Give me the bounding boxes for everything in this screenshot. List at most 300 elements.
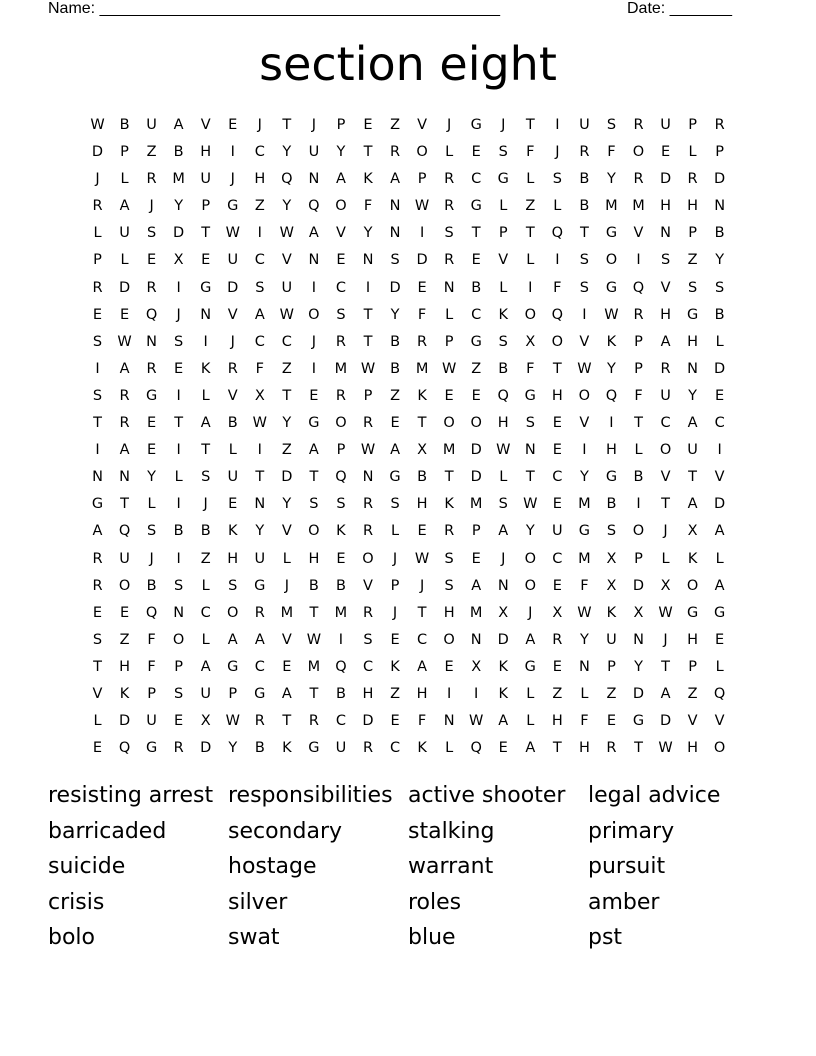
grid-letter[interactable]: S bbox=[579, 252, 589, 269]
grid-letter[interactable]: P bbox=[688, 225, 697, 242]
grid-letter[interactable]: T bbox=[309, 469, 319, 486]
grid-letter[interactable]: N bbox=[578, 658, 590, 675]
grid-letter[interactable]: L bbox=[526, 171, 535, 188]
grid-letter[interactable]: B bbox=[335, 685, 346, 702]
name-field[interactable]: Name: _____________________________________________ bbox=[48, 0, 500, 17]
grid-letter[interactable]: E bbox=[336, 550, 346, 567]
grid-letter[interactable]: P bbox=[336, 117, 346, 133]
grid-letter[interactable]: P bbox=[228, 685, 238, 702]
grid-letter[interactable]: N bbox=[389, 198, 401, 215]
grid-letter[interactable]: E bbox=[119, 306, 130, 323]
grid-letter[interactable]: F bbox=[553, 279, 562, 296]
grid-letter[interactable]: H bbox=[687, 198, 699, 215]
grid-letter[interactable]: G bbox=[308, 740, 320, 757]
grid-letter[interactable]: G bbox=[524, 658, 536, 675]
grid-letter[interactable]: S bbox=[363, 631, 373, 648]
grid-letter[interactable]: H bbox=[497, 415, 509, 432]
grid-letter[interactable]: F bbox=[417, 713, 427, 730]
grid-letter[interactable]: A bbox=[335, 171, 346, 188]
grid-letter[interactable]: O bbox=[524, 577, 536, 594]
grid-letter[interactable]: G bbox=[254, 685, 266, 702]
grid-letter[interactable]: E bbox=[92, 740, 103, 757]
grid-letter[interactable]: G bbox=[686, 604, 699, 621]
grid-letter[interactable]: V bbox=[687, 713, 698, 730]
grid-letter[interactable]: C bbox=[389, 740, 401, 757]
grid-letter[interactable]: L bbox=[174, 469, 183, 486]
grid-letter[interactable]: U bbox=[227, 469, 239, 486]
grid-letter[interactable]: D bbox=[470, 469, 482, 486]
grid-letter[interactable]: Z bbox=[687, 252, 698, 269]
grid-letter[interactable]: L bbox=[201, 387, 210, 404]
grid-letter[interactable]: H bbox=[416, 685, 428, 702]
grid-letter[interactable]: S bbox=[552, 171, 562, 188]
grid-letter[interactable]: O bbox=[227, 604, 239, 621]
grid-letter[interactable]: Y bbox=[579, 631, 589, 648]
grid-letter[interactable]: O bbox=[578, 387, 591, 404]
grid-letter[interactable]: S bbox=[715, 279, 725, 296]
grid-letter[interactable]: I bbox=[203, 333, 208, 350]
grid-letter[interactable]: G bbox=[470, 198, 482, 215]
grid-letter[interactable]: V bbox=[335, 225, 346, 242]
grid-letter[interactable]: Z bbox=[146, 144, 157, 161]
grid-letter[interactable]: R bbox=[633, 117, 644, 133]
grid-letter[interactable]: E bbox=[336, 252, 346, 269]
grid-letter[interactable]: T bbox=[309, 604, 319, 621]
grid-letter[interactable]: A bbox=[390, 171, 400, 188]
grid-letter[interactable]: B bbox=[227, 415, 238, 432]
grid-letter[interactable]: T bbox=[688, 469, 698, 486]
grid-letter[interactable]: G bbox=[470, 333, 482, 350]
grid-letter[interactable]: E bbox=[471, 252, 481, 269]
grid-letter[interactable]: Y bbox=[579, 469, 589, 486]
grid-letter[interactable]: O bbox=[362, 550, 374, 567]
grid-letter[interactable]: Z bbox=[552, 685, 563, 702]
grid-letter[interactable]: Z bbox=[200, 550, 211, 567]
grid-letter[interactable]: K bbox=[336, 523, 346, 540]
grid-letter[interactable]: B bbox=[714, 225, 725, 242]
grid-letter[interactable]: E bbox=[417, 279, 427, 296]
grid-letter[interactable]: R bbox=[606, 740, 617, 757]
grid-letter[interactable]: V bbox=[363, 577, 373, 594]
grid-letter[interactable]: S bbox=[92, 387, 103, 404]
grid-letter[interactable]: E bbox=[552, 658, 562, 675]
grid-letter[interactable]: O bbox=[118, 577, 131, 594]
grid-letter[interactable]: A bbox=[390, 442, 400, 459]
grid-letter[interactable]: B bbox=[146, 577, 157, 594]
grid-letter[interactable]: K bbox=[390, 658, 400, 675]
grid-letter[interactable]: P bbox=[471, 523, 481, 540]
grid-letter[interactable]: L bbox=[499, 279, 508, 296]
grid-letter[interactable]: X bbox=[254, 387, 265, 404]
grid-letter[interactable]: W bbox=[414, 198, 430, 215]
grid-letter[interactable]: S bbox=[525, 415, 535, 432]
grid-letter[interactable]: I bbox=[555, 117, 560, 133]
grid-letter[interactable]: M bbox=[442, 442, 456, 459]
grid-letter[interactable]: X bbox=[687, 523, 698, 540]
grid-letter[interactable]: N bbox=[633, 631, 644, 648]
grid-letter[interactable]: H bbox=[660, 198, 671, 215]
grid-letter[interactable]: I bbox=[636, 496, 641, 513]
grid-letter[interactable]: K bbox=[606, 604, 617, 621]
grid-letter[interactable]: A bbox=[308, 442, 319, 459]
grid-letter[interactable]: Y bbox=[255, 523, 265, 540]
grid-letter[interactable]: M bbox=[307, 658, 321, 675]
grid-letter[interactable]: F bbox=[363, 198, 373, 215]
grid-letter[interactable]: S bbox=[390, 252, 400, 269]
grid-letter[interactable]: W bbox=[577, 360, 592, 377]
grid-letter[interactable]: W bbox=[306, 631, 322, 648]
grid-letter[interactable]: Z bbox=[390, 685, 401, 702]
grid-letter[interactable]: S bbox=[336, 496, 346, 513]
grid-letter[interactable]: O bbox=[416, 144, 428, 161]
grid-letter[interactable]: E bbox=[390, 415, 400, 432]
grid-letter[interactable]: T bbox=[634, 415, 643, 432]
grid-letter[interactable]: K bbox=[119, 685, 130, 702]
grid-letter[interactable]: Q bbox=[145, 604, 158, 621]
grid-letter[interactable]: V bbox=[633, 225, 644, 242]
grid-letter[interactable]: N bbox=[714, 198, 726, 215]
grid-letter[interactable]: G bbox=[605, 469, 618, 486]
grid-letter[interactable]: N bbox=[92, 469, 103, 486]
grid-letter[interactable]: A bbox=[200, 658, 211, 675]
grid-letter[interactable]: D bbox=[118, 279, 131, 296]
grid-letter[interactable]: D bbox=[91, 144, 104, 161]
grid-letter[interactable]: R bbox=[362, 604, 374, 621]
grid-letter[interactable]: U bbox=[200, 685, 211, 702]
grid-letter[interactable]: W bbox=[577, 604, 592, 621]
grid-letter[interactable]: T bbox=[363, 306, 373, 323]
grid-letter[interactable]: P bbox=[715, 144, 725, 161]
grid-letter[interactable]: E bbox=[92, 604, 103, 621]
grid-letter[interactable]: M bbox=[334, 604, 348, 621]
grid-letter[interactable]: A bbox=[308, 225, 319, 242]
grid-letter[interactable]: P bbox=[201, 198, 211, 215]
grid-letter[interactable]: V bbox=[200, 117, 211, 133]
grid-letter[interactable]: I bbox=[717, 442, 722, 459]
grid-letter[interactable]: Z bbox=[606, 685, 617, 702]
grid-letter[interactable]: I bbox=[636, 252, 641, 269]
grid-letter[interactable]: J bbox=[311, 117, 317, 133]
grid-letter[interactable]: C bbox=[552, 550, 563, 567]
grid-letter[interactable]: E bbox=[552, 496, 562, 513]
grid-letter[interactable]: A bbox=[714, 577, 725, 594]
grid-letter[interactable]: G bbox=[227, 658, 239, 675]
grid-letter[interactable]: D bbox=[659, 171, 672, 188]
grid-letter[interactable]: U bbox=[606, 631, 617, 648]
grid-letter[interactable]: Q bbox=[605, 387, 618, 404]
grid-letter[interactable]: H bbox=[416, 496, 428, 513]
grid-letter[interactable]: R bbox=[119, 387, 130, 404]
grid-letter[interactable]: A bbox=[525, 631, 536, 648]
grid-letter[interactable]: I bbox=[338, 631, 344, 648]
grid-letter[interactable]: Q bbox=[118, 523, 131, 540]
grid-letter[interactable]: W bbox=[523, 496, 538, 513]
grid-letter[interactable]: A bbox=[200, 415, 211, 432]
grid-letter[interactable]: Y bbox=[336, 144, 346, 161]
grid-letter[interactable]: C bbox=[200, 604, 211, 621]
grid-letter[interactable]: I bbox=[447, 685, 452, 702]
grid-letter[interactable]: K bbox=[227, 523, 238, 540]
grid-letter[interactable]: W bbox=[225, 713, 240, 730]
grid-letter[interactable]: T bbox=[363, 333, 373, 350]
grid-letter[interactable]: H bbox=[227, 550, 239, 567]
grid-letter[interactable]: K bbox=[687, 550, 698, 567]
grid-letter[interactable]: R bbox=[444, 523, 455, 540]
grid-letter[interactable]: H bbox=[551, 387, 563, 404]
grid-letter[interactable]: O bbox=[524, 306, 536, 323]
grid-letter[interactable]: D bbox=[281, 469, 293, 486]
grid-letter[interactable]: E bbox=[444, 658, 454, 675]
grid-letter[interactable]: V bbox=[660, 469, 671, 486]
grid-letter[interactable]: J bbox=[311, 333, 317, 350]
grid-letter[interactable]: L bbox=[661, 550, 670, 567]
grid-letter[interactable]: D bbox=[497, 631, 509, 648]
grid-letter[interactable]: S bbox=[498, 144, 508, 161]
grid-letter[interactable]: S bbox=[146, 523, 157, 540]
grid-letter[interactable]: N bbox=[200, 306, 212, 323]
grid-letter[interactable]: Q bbox=[281, 171, 293, 188]
grid-letter[interactable]: J bbox=[203, 496, 208, 513]
grid-letter[interactable]: R bbox=[119, 415, 130, 432]
grid-letter[interactable]: S bbox=[174, 577, 184, 594]
grid-letter[interactable]: I bbox=[257, 225, 262, 242]
grid-letter[interactable]: E bbox=[174, 713, 184, 730]
grid-letter[interactable]: O bbox=[308, 523, 320, 540]
grid-letter[interactable]: C bbox=[335, 279, 346, 296]
grid-letter[interactable]: M bbox=[605, 198, 618, 215]
grid-letter[interactable]: H bbox=[687, 631, 699, 648]
grid-letter[interactable]: Y bbox=[147, 469, 157, 486]
grid-letter[interactable]: P bbox=[444, 333, 454, 350]
grid-letter[interactable]: A bbox=[660, 685, 671, 702]
grid-letter[interactable]: Q bbox=[308, 198, 320, 215]
grid-letter[interactable]: T bbox=[579, 225, 589, 242]
grid-letter[interactable]: O bbox=[524, 550, 536, 567]
grid-letter[interactable]: R bbox=[660, 360, 671, 377]
grid-letter[interactable]: F bbox=[417, 306, 427, 323]
grid-letter[interactable]: G bbox=[605, 225, 618, 242]
grid-letter[interactable]: Q bbox=[497, 387, 509, 404]
grid-letter[interactable]: J bbox=[419, 577, 425, 594]
grid-letter[interactable]: G bbox=[254, 577, 266, 594]
grid-letter[interactable]: M bbox=[469, 496, 483, 513]
grid-letter[interactable]: E bbox=[92, 306, 103, 323]
grid-letter[interactable]: O bbox=[470, 415, 482, 432]
grid-letter[interactable]: H bbox=[551, 713, 563, 730]
grid-letter[interactable]: X bbox=[498, 604, 509, 621]
grid-letter[interactable]: D bbox=[714, 360, 726, 377]
grid-letter[interactable]: G bbox=[714, 604, 726, 621]
grid-letter[interactable]: J bbox=[230, 171, 235, 188]
grid-letter[interactable]: R bbox=[92, 577, 103, 594]
grid-letter[interactable]: J bbox=[447, 117, 452, 133]
grid-letter[interactable]: V bbox=[417, 117, 428, 133]
grid-letter[interactable]: D bbox=[659, 713, 672, 730]
grid-letter[interactable]: D bbox=[416, 252, 428, 269]
grid-letter[interactable]: L bbox=[526, 713, 535, 730]
grid-letter[interactable]: B bbox=[471, 279, 482, 296]
grid-letter[interactable]: S bbox=[92, 333, 103, 350]
grid-letter[interactable]: K bbox=[444, 496, 454, 513]
grid-letter[interactable]: N bbox=[308, 252, 320, 269]
grid-letter[interactable]: M bbox=[334, 360, 348, 377]
grid-letter[interactable]: W bbox=[658, 604, 673, 621]
grid-letter[interactable]: N bbox=[687, 360, 699, 377]
grid-letter[interactable]: S bbox=[687, 279, 698, 296]
grid-letter[interactable]: P bbox=[634, 550, 643, 567]
grid-letter[interactable]: L bbox=[391, 523, 400, 540]
grid-letter[interactable]: G bbox=[145, 740, 158, 757]
grid-letter[interactable]: K bbox=[363, 171, 373, 188]
grid-letter[interactable]: X bbox=[660, 577, 671, 594]
grid-letter[interactable]: B bbox=[119, 117, 130, 133]
grid-letter[interactable]: T bbox=[417, 604, 427, 621]
grid-letter[interactable]: P bbox=[417, 171, 427, 188]
grid-letter[interactable]: Q bbox=[118, 740, 131, 757]
grid-letter[interactable]: C bbox=[471, 306, 482, 323]
grid-letter[interactable]: R bbox=[335, 333, 346, 350]
grid-letter[interactable]: A bbox=[119, 360, 130, 377]
grid-letter[interactable]: H bbox=[362, 685, 374, 702]
grid-letter[interactable]: D bbox=[714, 171, 726, 188]
grid-letter[interactable]: S bbox=[174, 685, 184, 702]
grid-letter[interactable]: T bbox=[525, 117, 535, 133]
grid-letter[interactable]: T bbox=[201, 442, 211, 459]
grid-letter[interactable]: C bbox=[254, 252, 265, 269]
grid-letter[interactable]: Z bbox=[281, 360, 292, 377]
grid-letter[interactable]: P bbox=[688, 117, 697, 133]
grid-letter[interactable]: W bbox=[279, 225, 295, 242]
grid-letter[interactable]: R bbox=[687, 171, 698, 188]
grid-letter[interactable]: R bbox=[146, 360, 157, 377]
grid-letter[interactable]: G bbox=[605, 279, 618, 296]
grid-letter[interactable]: L bbox=[445, 144, 454, 161]
grid-letter[interactable]: G bbox=[389, 469, 401, 486]
grid-letter[interactable]: I bbox=[176, 550, 181, 567]
grid-letter[interactable]: S bbox=[336, 306, 346, 323]
grid-letter[interactable]: E bbox=[606, 713, 617, 730]
grid-letter[interactable]: P bbox=[174, 658, 184, 675]
grid-letter[interactable]: B bbox=[714, 306, 725, 323]
grid-letter[interactable]: Z bbox=[281, 442, 292, 459]
grid-letter[interactable]: S bbox=[660, 252, 671, 269]
grid-letter[interactable]: M bbox=[578, 550, 591, 567]
grid-letter[interactable]: N bbox=[443, 713, 455, 730]
grid-letter[interactable]: R bbox=[254, 713, 265, 730]
grid-letter[interactable]: D bbox=[389, 279, 401, 296]
grid-letter[interactable]: R bbox=[146, 171, 157, 188]
grid-letter[interactable]: I bbox=[311, 360, 317, 377]
grid-letter[interactable]: S bbox=[92, 631, 103, 648]
grid-letter[interactable]: T bbox=[282, 713, 292, 730]
grid-letter[interactable]: T bbox=[282, 117, 292, 133]
grid-letter[interactable]: O bbox=[335, 415, 347, 432]
grid-letter[interactable]: N bbox=[254, 496, 266, 513]
grid-letter[interactable]: V bbox=[92, 685, 103, 702]
grid-letter[interactable]: D bbox=[362, 713, 374, 730]
grid-letter[interactable]: W bbox=[604, 306, 619, 323]
grid-letter[interactable]: X bbox=[606, 550, 617, 567]
grid-letter[interactable]: S bbox=[606, 117, 617, 133]
grid-letter[interactable]: T bbox=[309, 685, 319, 702]
grid-letter[interactable]: S bbox=[444, 225, 454, 242]
grid-letter[interactable]: G bbox=[470, 117, 482, 133]
grid-letter[interactable]: G bbox=[497, 171, 509, 188]
grid-letter[interactable]: G bbox=[578, 523, 591, 540]
grid-letter[interactable]: A bbox=[498, 713, 509, 730]
grid-letter[interactable]: I bbox=[419, 225, 425, 242]
grid-letter[interactable]: T bbox=[661, 658, 670, 675]
grid-letter[interactable]: Z bbox=[254, 198, 265, 215]
grid-letter[interactable]: J bbox=[501, 550, 506, 567]
grid-letter[interactable]: Y bbox=[634, 658, 643, 675]
grid-letter[interactable]: B bbox=[606, 496, 617, 513]
grid-letter[interactable]: Y bbox=[525, 523, 535, 540]
grid-letter[interactable]: U bbox=[119, 225, 130, 242]
grid-letter[interactable]: K bbox=[417, 740, 427, 757]
grid-letter[interactable]: D bbox=[118, 713, 131, 730]
grid-letter[interactable]: I bbox=[528, 279, 533, 296]
grid-letter[interactable]: F bbox=[580, 713, 589, 730]
grid-letter[interactable]: Q bbox=[335, 658, 347, 675]
grid-letter[interactable]: S bbox=[174, 333, 184, 350]
grid-letter[interactable]: R bbox=[173, 740, 184, 757]
grid-letter[interactable]: I bbox=[582, 442, 587, 459]
grid-letter[interactable]: T bbox=[444, 469, 454, 486]
grid-letter[interactable]: W bbox=[90, 117, 105, 133]
grid-letter[interactable]: E bbox=[715, 631, 725, 648]
grid-letter[interactable]: X bbox=[471, 658, 482, 675]
grid-letter[interactable]: S bbox=[201, 469, 211, 486]
grid-letter[interactable]: F bbox=[255, 360, 264, 377]
grid-letter[interactable]: E bbox=[174, 360, 184, 377]
grid-letter[interactable]: C bbox=[552, 469, 563, 486]
grid-letter[interactable]: B bbox=[579, 171, 590, 188]
grid-letter[interactable]: Y bbox=[363, 225, 373, 242]
grid-letter[interactable]: P bbox=[390, 577, 400, 594]
grid-letter[interactable]: R bbox=[633, 171, 644, 188]
grid-letter[interactable]: T bbox=[93, 415, 102, 432]
grid-letter[interactable]: U bbox=[308, 144, 320, 161]
grid-letter[interactable]: C bbox=[254, 333, 265, 350]
grid-letter[interactable]: H bbox=[660, 306, 671, 323]
grid-letter[interactable]: L bbox=[445, 306, 454, 323]
grid-letter[interactable]: P bbox=[336, 442, 346, 459]
grid-letter[interactable]: T bbox=[417, 415, 427, 432]
grid-letter[interactable]: A bbox=[417, 658, 428, 675]
grid-letter[interactable]: J bbox=[663, 631, 668, 648]
grid-letter[interactable]: E bbox=[119, 604, 130, 621]
grid-letter[interactable]: C bbox=[335, 713, 346, 730]
grid-letter[interactable]: T bbox=[552, 360, 562, 377]
grid-letter[interactable]: R bbox=[362, 523, 374, 540]
grid-letter[interactable]: G bbox=[632, 713, 645, 730]
grid-letter[interactable]: N bbox=[389, 225, 401, 242]
grid-letter[interactable]: N bbox=[308, 171, 320, 188]
grid-letter[interactable]: H bbox=[687, 740, 699, 757]
grid-letter[interactable]: W bbox=[117, 333, 132, 350]
grid-letter[interactable]: I bbox=[95, 360, 100, 377]
grid-letter[interactable]: L bbox=[526, 685, 535, 702]
grid-letter[interactable]: E bbox=[363, 117, 373, 133]
grid-letter[interactable]: K bbox=[498, 306, 508, 323]
grid-letter[interactable]: P bbox=[120, 144, 129, 161]
grid-letter[interactable]: A bbox=[92, 523, 103, 540]
grid-letter[interactable]: E bbox=[471, 550, 481, 567]
grid-letter[interactable]: F bbox=[147, 658, 156, 675]
grid-letter[interactable]: N bbox=[146, 333, 158, 350]
grid-letter[interactable]: O bbox=[443, 415, 455, 432]
